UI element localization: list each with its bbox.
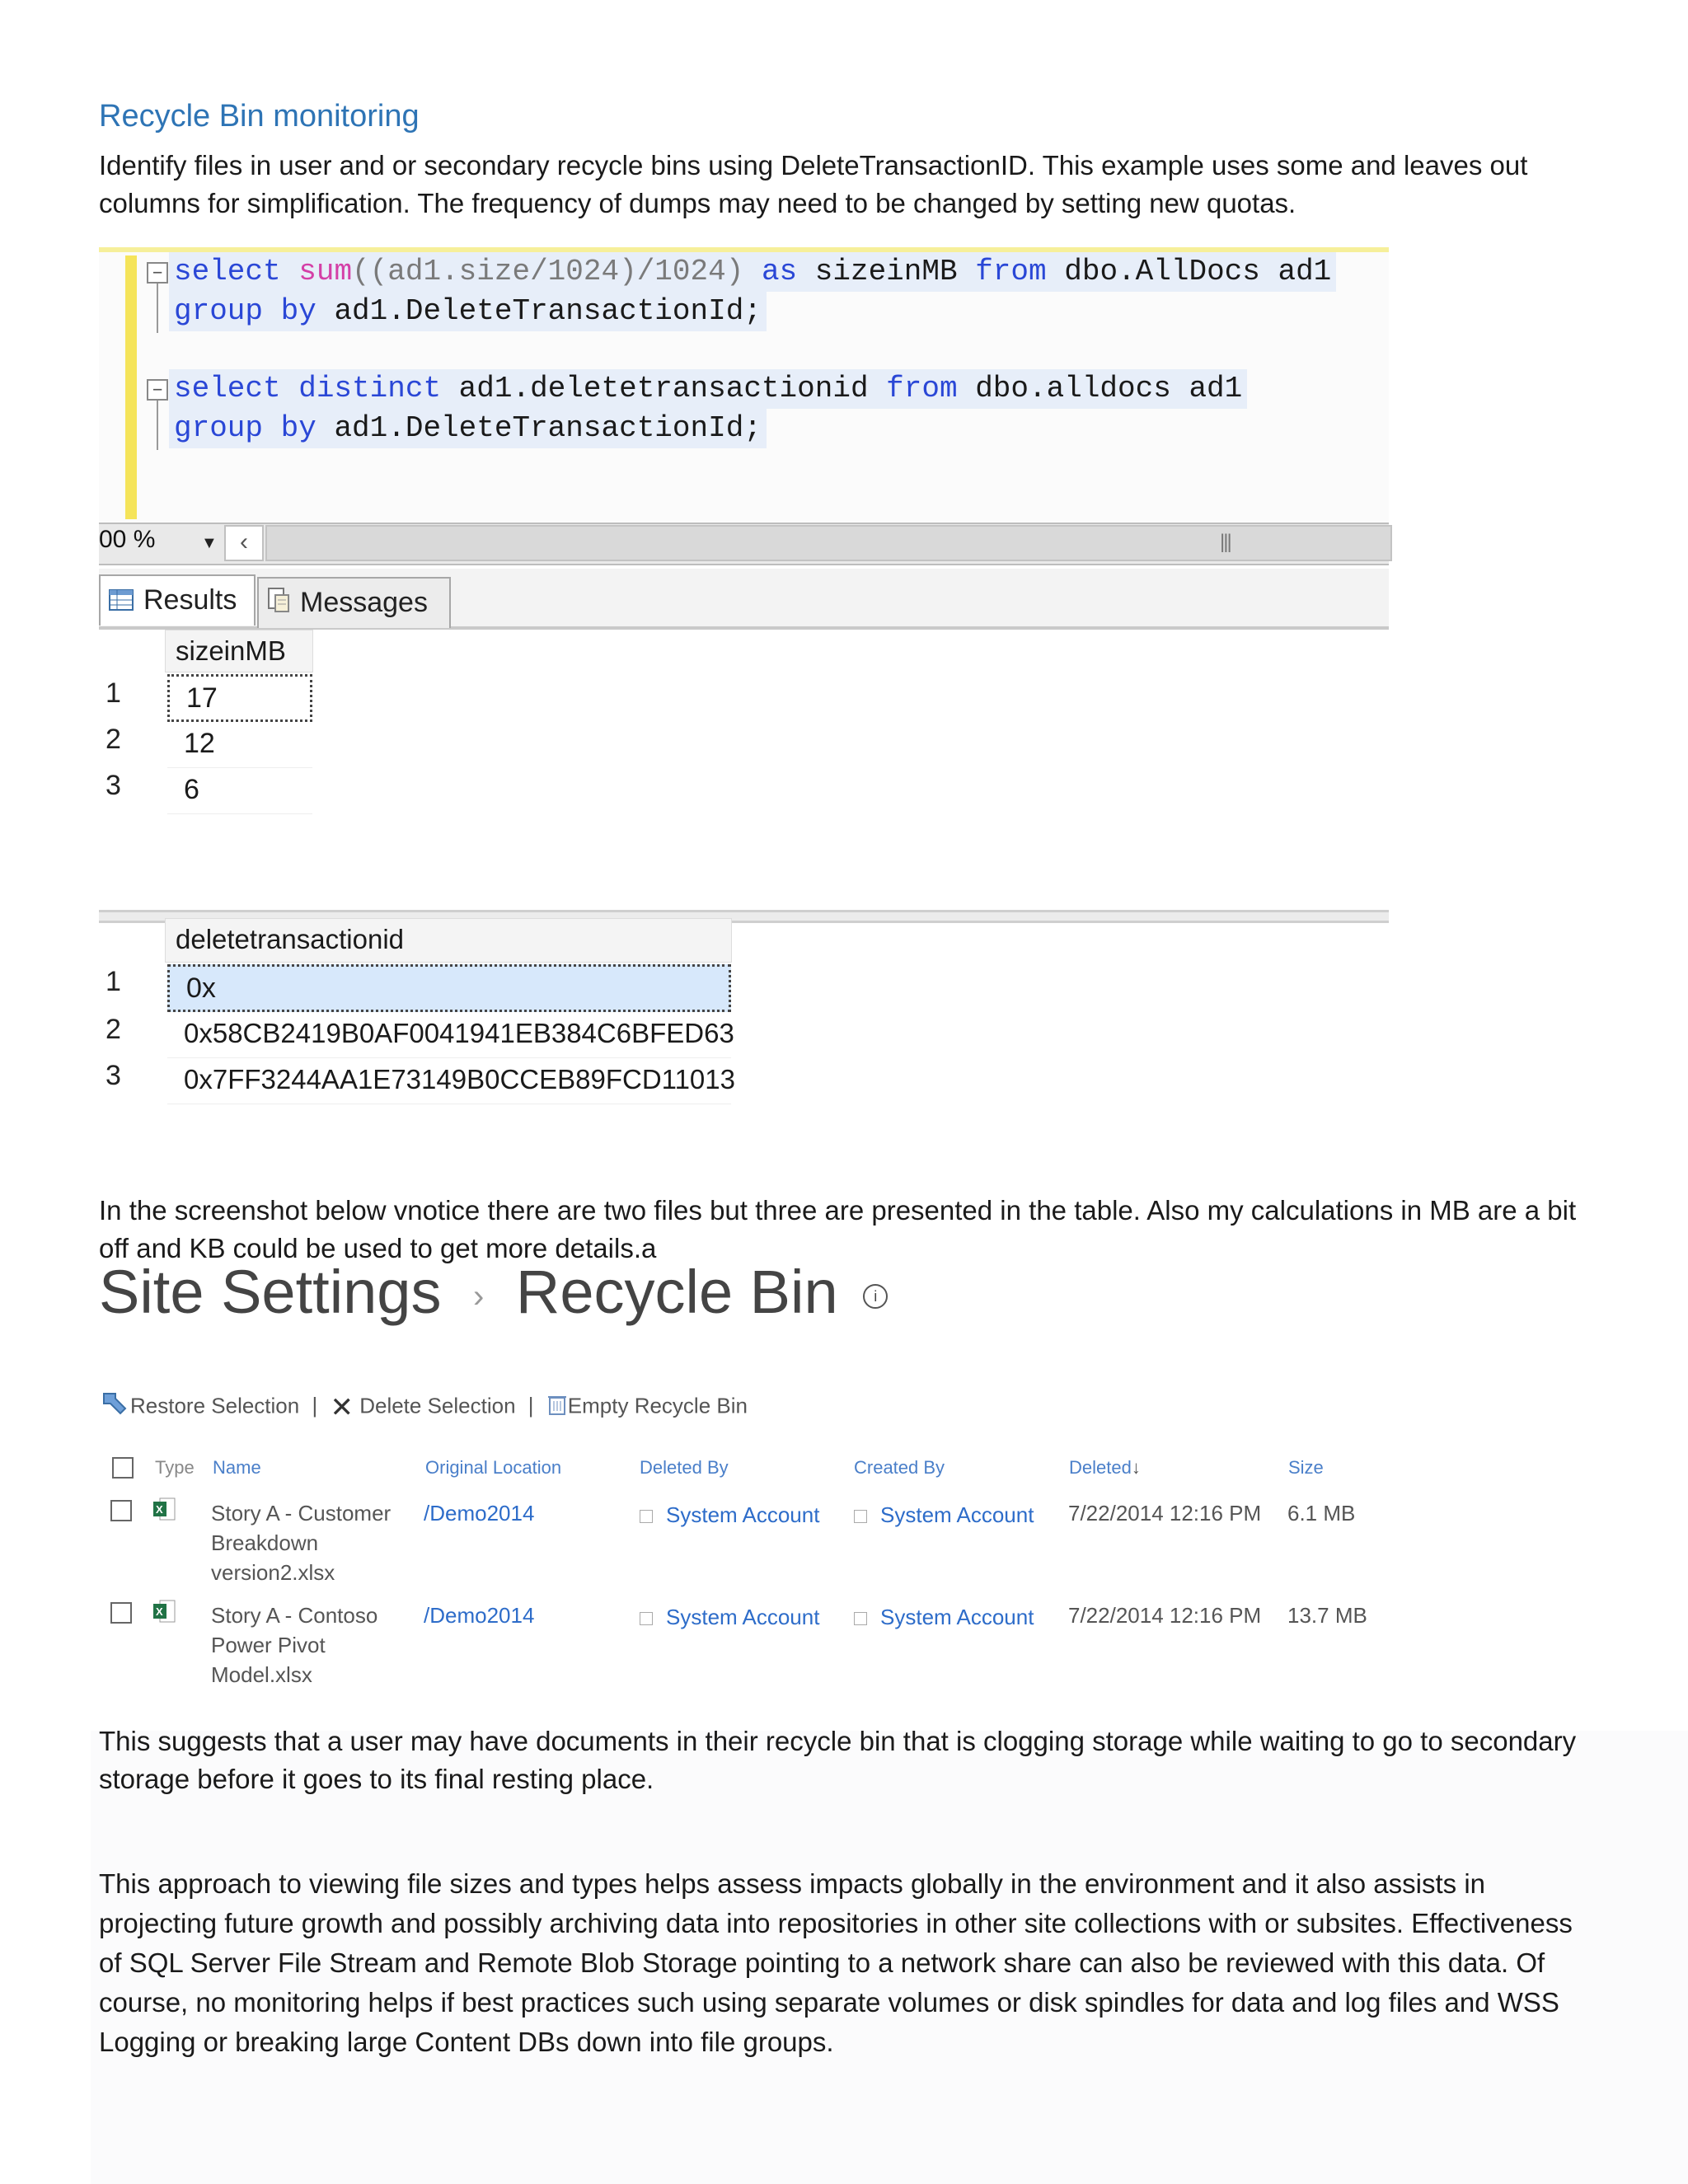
row-checkbox[interactable] (110, 1602, 132, 1624)
info-icon[interactable]: i (863, 1284, 888, 1309)
restore-icon (101, 1390, 130, 1424)
group-by-column: ad1.DeleteTransactionId; (334, 294, 762, 328)
deleted-by-link[interactable] (640, 1500, 819, 1530)
column-size[interactable]: Size (1288, 1457, 1324, 1478)
grid1-rownum: 1 (106, 677, 121, 709)
grid2-cell[interactable]: 0x7FF3244AA1E73149B0CCEB89FCD11013 (167, 1058, 731, 1104)
original-location-link[interactable]: /Demo2014 (424, 1603, 535, 1628)
file-name-line: Model.xlsx (211, 1662, 312, 1687)
file-size: 6.1 MB (1287, 1501, 1356, 1526)
deleted-by-label: System Account (666, 1605, 820, 1629)
file-name-line: Story A - Contoso (211, 1603, 378, 1628)
row-checkbox[interactable] (110, 1500, 132, 1521)
grid2-rownum: 1 (106, 966, 121, 997)
column-created-by[interactable]: Created By (854, 1457, 945, 1478)
toolbar-divider: | (312, 1393, 318, 1418)
collapse-query1-icon[interactable]: − (147, 262, 168, 284)
empty-recycle-bin-button[interactable]: Empty Recycle Bin (567, 1393, 748, 1418)
keyword-as: as (761, 255, 798, 288)
tab-messages[interactable] (257, 577, 451, 628)
file-name-line: Power Pivot (211, 1633, 326, 1657)
file-name[interactable] (211, 1498, 391, 1587)
grid1-cell-selected[interactable]: 17 (167, 674, 312, 722)
tab-results-label: Results (143, 584, 237, 616)
intro-paragraph: Identify files in user and or secondary recycle bins using DeleteTransactionID. This example uses some and leaves out columns for simplification. The frequency of dumps may need to be changed by setting new quotas. (99, 150, 1528, 218)
keyword-from: from (886, 372, 958, 405)
table-name: dbo.alldocs ad1 (975, 372, 1243, 405)
toolbar-divider: | (528, 1393, 534, 1418)
tab-messages-label: Messages (300, 587, 428, 618)
svg-text:X: X (156, 1605, 163, 1618)
created-by-label: System Account (880, 1605, 1034, 1629)
scroll-left-button[interactable]: ‹ (224, 525, 264, 561)
select-all-checkbox[interactable] (112, 1457, 134, 1479)
scrollbar-grip-icon[interactable]: ||| (1220, 531, 1231, 553)
column-deleted[interactable] (1069, 1457, 1141, 1479)
keyword-select-distinct: select distinct (174, 372, 442, 405)
column-alias: sizeinMB (814, 255, 958, 288)
zoom-dropdown-icon[interactable]: ▼ (201, 534, 218, 552)
sort-descending-icon: ↓ (1131, 1457, 1141, 1478)
deleted-date: 7/22/2014 12:16 PM (1068, 1603, 1262, 1628)
file-name-line: version2.xlsx (211, 1560, 335, 1585)
grid-icon (109, 578, 134, 626)
query1-line2[interactable] (169, 292, 767, 331)
column-name: ad1.deletetransactionid (458, 372, 869, 405)
column-deleted-by[interactable]: Deleted By (640, 1457, 729, 1478)
deleted-by-link[interactable] (640, 1602, 819, 1632)
keyword-from: from (975, 255, 1047, 288)
presence-icon (854, 1612, 867, 1625)
created-by-link[interactable] (854, 1500, 1034, 1530)
grid2-rownum: 2 (106, 1014, 121, 1045)
column-type[interactable]: Type (155, 1457, 195, 1478)
created-by-link[interactable] (854, 1602, 1034, 1632)
grid1-rownum: 3 (106, 770, 121, 801)
paragraph-approach: This approach to viewing file sizes and types helps assess impacts globally in the environment and it also assists in projecting future growth and possibly archiving data into repositories in other site collections with or subsites. Effectiveness of SQL Server File Stream and Remote Blob Storage pointing to a network share can also be reviewed with this data. Of course, no monitoring helps if best practices such using separate volumes or disk spindles for data and log files and WSS Logging or breaking large Content DBs down into file groups. (99, 1868, 1573, 2057)
messages-icon (267, 580, 290, 628)
presence-icon (640, 1612, 653, 1625)
grid1-rownum: 2 (106, 724, 121, 755)
outline-line (157, 284, 158, 333)
change-marker-bar (125, 255, 137, 519)
svg-text:X: X (156, 1503, 163, 1516)
file-size: 13.7 MB (1287, 1603, 1367, 1628)
query2-line1[interactable] (169, 369, 1247, 409)
zoom-level[interactable]: 00 % (99, 526, 156, 553)
grid2-rownum: 3 (106, 1060, 121, 1091)
keyword-group-by: group by (174, 294, 316, 328)
section-heading: Recycle Bin monitoring (99, 99, 420, 134)
delete-x-icon: ✕ (330, 1391, 354, 1423)
table-name: dbo.AllDocs ad1 (1064, 255, 1332, 288)
grid1-cell[interactable]: 12 (167, 722, 312, 768)
file-name-line: Story A - Customer (211, 1501, 392, 1526)
grid2-cell-selected[interactable]: 0x (167, 964, 731, 1012)
excel-file-icon (152, 1497, 176, 1523)
file-name[interactable] (211, 1601, 377, 1690)
keyword-group-by: group by (174, 411, 316, 445)
tab-results[interactable] (99, 574, 256, 626)
presence-icon (640, 1510, 653, 1523)
presence-icon (854, 1510, 867, 1523)
group-by-column: ad1.DeleteTransactionId; (334, 411, 762, 445)
breadcrumb-separator-icon: › (473, 1277, 485, 1315)
title-site-settings[interactable]: Site Settings (99, 1258, 442, 1326)
page-title (99, 1257, 888, 1327)
function-sum: sum (298, 255, 353, 288)
excel-file-icon (152, 1599, 176, 1625)
paragraph-recycle-storage: This suggests that a user may have documents in their recycle bin that is clogging storage while waiting to go to secondary storage before it goes to its final resting place. (99, 1726, 1577, 1794)
column-original-location[interactable]: Original Location (425, 1457, 562, 1478)
query1-line1[interactable] (169, 252, 1336, 292)
restore-selection-button[interactable]: Restore Selection (130, 1393, 300, 1418)
query2-line2[interactable] (169, 409, 767, 448)
deleted-by-label: System Account (666, 1502, 820, 1527)
sum-expression: ((ad1.size/1024)/1024) (352, 255, 744, 288)
original-location-link[interactable]: /Demo2014 (424, 1501, 535, 1526)
column-name[interactable]: Name (213, 1457, 261, 1478)
column-deleted-label: Deleted (1069, 1457, 1132, 1478)
deleted-date: 7/22/2014 12:16 PM (1068, 1501, 1262, 1526)
recycle-bin-toolbar (101, 1390, 748, 1424)
created-by-label: System Account (880, 1502, 1034, 1527)
collapse-query2-icon[interactable]: − (147, 379, 168, 401)
file-name-line: Breakdown (211, 1530, 319, 1555)
grid2-header[interactable]: deletetransactionid (165, 918, 732, 963)
grid1-cell[interactable]: 6 (167, 768, 312, 814)
grid2-cell[interactable]: 0x58CB2419B0AF0041941EB384C6BFED63 (167, 1012, 731, 1058)
grid1-header[interactable]: sizeinMB (165, 630, 313, 673)
outline-line (157, 401, 158, 450)
keyword-select: select (174, 255, 281, 288)
empty-recycle-bin-icon (546, 1393, 568, 1422)
between-paragraph: In the screenshot below vnotice there are two files but three are presented in the table. Also my calculations in MB are a bit off and KB could be used to get more details.a (99, 1195, 1577, 1263)
delete-selection-button[interactable]: Delete Selection (359, 1393, 516, 1418)
title-recycle-bin: Recycle Bin (515, 1258, 838, 1326)
